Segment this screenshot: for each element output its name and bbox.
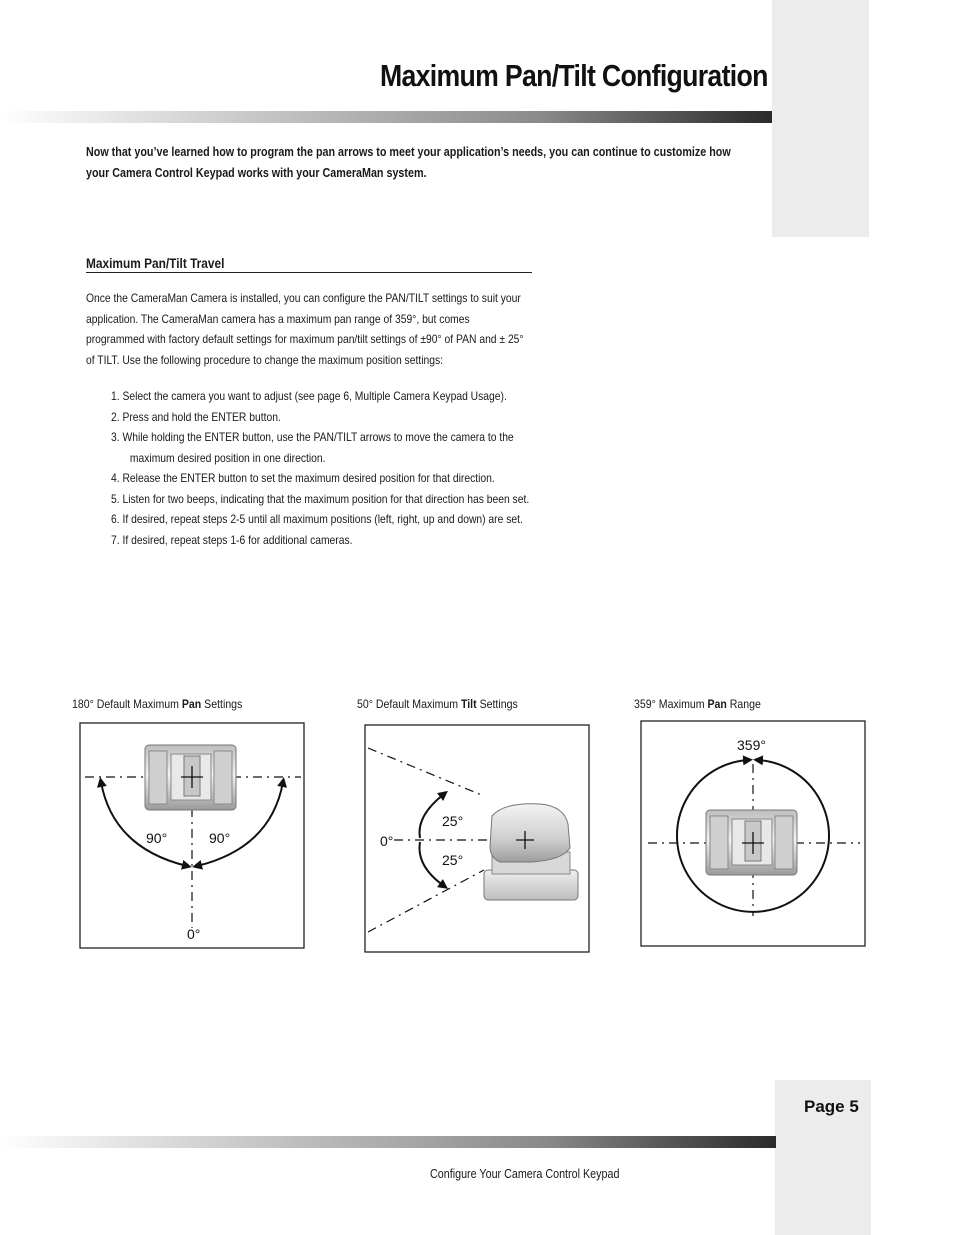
pan-settings-figure (79, 720, 305, 950)
footer-text: Configure Your Camera Control Keypad (430, 1167, 620, 1181)
label-bottom-0: 0° (187, 926, 201, 942)
header-gradient-bar (0, 111, 772, 123)
body-paragraph: Once the CameraMan Camera is installed, you can configure the PAN/TILT settings to suit your application. The CameraMan camera has a maximum pan range of 359°, but comes programmed with factory default settings for maximum pan/tilt settings of ±90° of PAN and ± 25° of TILT. Use the following procedure to change the maximum position settings: (86, 291, 524, 367)
camera-side-icon (484, 804, 578, 900)
list-item: 7. If desired, repeat steps 1-6 for additional cameras. (111, 532, 353, 547)
list-item: 1. Select the camera you want to adjust (see page 6, Multiple Camera Keypad Usage). (111, 389, 507, 403)
page-number: Page 5 (804, 1097, 859, 1116)
caption-bold: Tilt (460, 697, 477, 711)
label-right-90: 90° (209, 830, 231, 846)
caption-text: 359° Maximum (634, 697, 708, 711)
caption-text: 50° Default Maximum (357, 697, 461, 711)
tilt-settings-figure (364, 720, 590, 954)
section-heading-text: Maximum Pan/Tilt Travel (86, 256, 225, 271)
page-title: Maximum Pan/Tilt Configuration (380, 58, 768, 93)
footer-gradient-bar (0, 1136, 776, 1148)
figure-caption-tilt (357, 697, 518, 711)
steps-list (111, 386, 532, 550)
caption-bold: Pan (181, 697, 202, 711)
list-item: 5. Listen for two beeps, indicating that the maximum position for that direction has been set. (111, 491, 530, 506)
figure-caption-range (634, 697, 761, 711)
side-tab-top (772, 0, 869, 237)
camera-icon (706, 810, 797, 875)
list-item: 3. While holding the ENTER button, use the PAN/TILT arrows to move the camera to the maximum desired position in one direction. (111, 430, 514, 465)
label-down-25: 25° (442, 852, 464, 868)
label-left-90: 90° (146, 830, 168, 846)
label-zero: 0° (380, 833, 394, 849)
caption-text: 180° Default Maximum (72, 697, 182, 711)
list-item: 4. Release the ENTER button to set the maximum desired position for that direction. (111, 471, 495, 485)
caption-text: Settings (201, 697, 243, 711)
camera-icon (145, 745, 236, 810)
list-item: 2. Press and hold the ENTER button. (111, 409, 281, 424)
intro-paragraph: Now that you’ve learned how to program the pan arrows to meet your application’s needs, you can continue to customize how your Camera Control Keypad works with your CameraMan system. (86, 145, 731, 180)
caption-text: Settings (476, 697, 518, 711)
figure-caption-pan (72, 697, 242, 711)
label-up-25: 25° (442, 813, 464, 829)
caption-bold: Pan (707, 697, 727, 711)
section-heading (86, 256, 532, 273)
caption-text: Range (726, 697, 761, 711)
list-item: 6. If desired, repeat steps 2-5 until all maximum positions (left, right, up and down) are set. (111, 512, 523, 526)
label-359: 359° (737, 737, 766, 753)
pan-range-figure (640, 720, 866, 948)
